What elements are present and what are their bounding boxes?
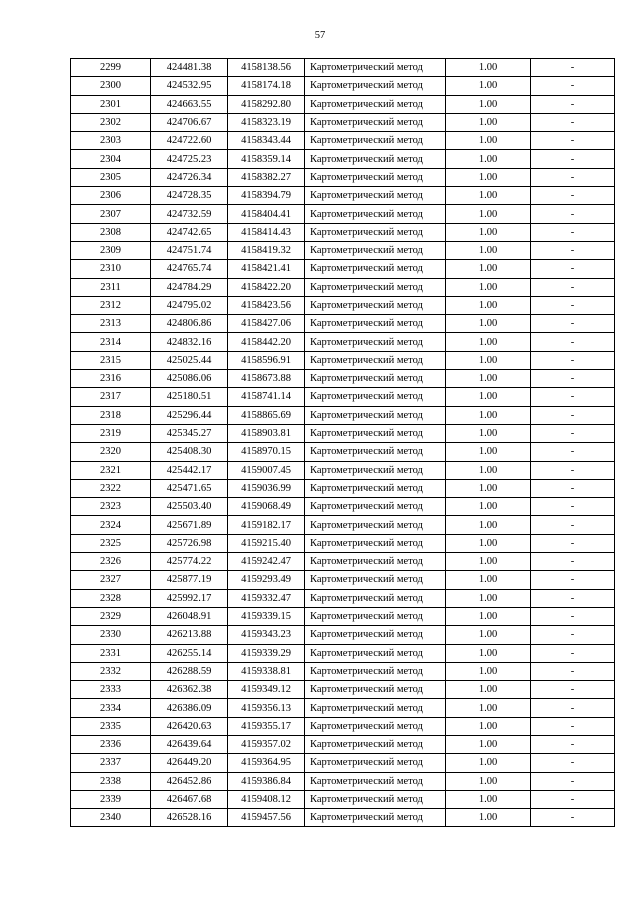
method-cell: Картометрический метод — [305, 717, 446, 735]
accuracy-cell: 1.00 — [446, 187, 531, 205]
x-coordinate-cell: 424751.74 — [151, 241, 228, 259]
x-coordinate-cell: 424726.34 — [151, 168, 228, 186]
description-cell: - — [531, 790, 615, 808]
description-cell: - — [531, 424, 615, 442]
y-coordinate-cell: 4159339.29 — [228, 644, 305, 662]
y-coordinate-cell: 4159242.47 — [228, 553, 305, 571]
x-coordinate-cell: 426255.14 — [151, 644, 228, 662]
y-coordinate-cell: 4159215.40 — [228, 534, 305, 552]
method-cell: Картометрический метод — [305, 644, 446, 662]
method-cell: Картометрический метод — [305, 241, 446, 259]
x-coordinate-cell: 424725.23 — [151, 150, 228, 168]
accuracy-cell: 1.00 — [446, 241, 531, 259]
x-coordinate-cell: 425877.19 — [151, 571, 228, 589]
point-number-cell: 2310 — [71, 260, 151, 278]
method-cell: Картометрический метод — [305, 571, 446, 589]
table-row — [71, 241, 615, 259]
y-coordinate-cell: 4158323.19 — [228, 113, 305, 131]
table-row — [71, 260, 615, 278]
method-cell: Картометрический метод — [305, 296, 446, 314]
accuracy-cell: 1.00 — [446, 132, 531, 150]
accuracy-cell: 1.00 — [446, 461, 531, 479]
x-coordinate-cell: 424481.38 — [151, 59, 228, 77]
table-row — [71, 644, 615, 662]
method-cell: Картометрический метод — [305, 607, 446, 625]
table-row — [71, 370, 615, 388]
x-coordinate-cell: 424728.35 — [151, 187, 228, 205]
y-coordinate-cell: 4158673.88 — [228, 370, 305, 388]
y-coordinate-cell: 4158423.56 — [228, 296, 305, 314]
table-row — [71, 77, 615, 95]
accuracy-cell: 1.00 — [446, 479, 531, 497]
description-cell: - — [531, 516, 615, 534]
table-row — [71, 607, 615, 625]
y-coordinate-cell: 4159356.13 — [228, 699, 305, 717]
description-cell: - — [531, 77, 615, 95]
x-coordinate-cell: 425671.89 — [151, 516, 228, 534]
x-coordinate-cell: 424795.02 — [151, 296, 228, 314]
method-cell: Картометрический метод — [305, 187, 446, 205]
point-number-cell: 2322 — [71, 479, 151, 497]
x-coordinate-cell: 425503.40 — [151, 498, 228, 516]
description-cell: - — [531, 370, 615, 388]
point-number-cell: 2301 — [71, 95, 151, 113]
y-coordinate-cell: 4158865.69 — [228, 406, 305, 424]
description-cell: - — [531, 351, 615, 369]
description-cell: - — [531, 443, 615, 461]
point-number-cell: 2313 — [71, 315, 151, 333]
x-coordinate-cell: 424832.16 — [151, 333, 228, 351]
accuracy-cell: 1.00 — [446, 717, 531, 735]
page-number: 57 — [314, 30, 326, 41]
y-coordinate-cell: 4158394.79 — [228, 187, 305, 205]
point-number-cell: 2319 — [71, 424, 151, 442]
coordinates-table-body — [71, 59, 615, 827]
method-cell: Картометрический метод — [305, 77, 446, 95]
y-coordinate-cell: 4158138.56 — [228, 59, 305, 77]
table-row — [71, 351, 615, 369]
point-number-cell: 2309 — [71, 241, 151, 259]
method-cell: Картометрический метод — [305, 150, 446, 168]
accuracy-cell: 1.00 — [446, 498, 531, 516]
description-cell: - — [531, 95, 615, 113]
coordinates-table — [70, 58, 615, 827]
point-number-cell: 2329 — [71, 607, 151, 625]
accuracy-cell: 1.00 — [446, 351, 531, 369]
description-cell: - — [531, 809, 615, 827]
accuracy-cell: 1.00 — [446, 571, 531, 589]
table-row — [71, 754, 615, 772]
y-coordinate-cell: 4159293.49 — [228, 571, 305, 589]
table-row — [71, 717, 615, 735]
method-cell: Картометрический метод — [305, 113, 446, 131]
y-coordinate-cell: 4159068.49 — [228, 498, 305, 516]
point-number-cell: 2316 — [71, 370, 151, 388]
table-row — [71, 516, 615, 534]
accuracy-cell: 1.00 — [446, 735, 531, 753]
point-number-cell: 2318 — [71, 406, 151, 424]
method-cell: Картометрический метод — [305, 223, 446, 241]
y-coordinate-cell: 4158442.20 — [228, 333, 305, 351]
description-cell: - — [531, 461, 615, 479]
accuracy-cell: 1.00 — [446, 205, 531, 223]
description-cell: - — [531, 388, 615, 406]
x-coordinate-cell: 424722.60 — [151, 132, 228, 150]
y-coordinate-cell: 4159457.56 — [228, 809, 305, 827]
x-coordinate-cell: 426449.20 — [151, 754, 228, 772]
accuracy-cell: 1.00 — [446, 278, 531, 296]
point-number-cell: 2306 — [71, 187, 151, 205]
y-coordinate-cell: 4159386.84 — [228, 772, 305, 790]
table-row — [71, 809, 615, 827]
table-row — [71, 296, 615, 314]
method-cell: Картометрический метод — [305, 516, 446, 534]
point-number-cell: 2304 — [71, 150, 151, 168]
description-cell: - — [531, 498, 615, 516]
description-cell: - — [531, 662, 615, 680]
point-number-cell: 2333 — [71, 681, 151, 699]
x-coordinate-cell: 426439.64 — [151, 735, 228, 753]
table-row — [71, 772, 615, 790]
description-cell: - — [531, 534, 615, 552]
x-coordinate-cell: 426528.16 — [151, 809, 228, 827]
point-number-cell: 2300 — [71, 77, 151, 95]
accuracy-cell: 1.00 — [446, 644, 531, 662]
table-row — [71, 113, 615, 131]
y-coordinate-cell: 4158970.15 — [228, 443, 305, 461]
table-row — [71, 443, 615, 461]
point-number-cell: 2327 — [71, 571, 151, 589]
table-row — [71, 278, 615, 296]
method-cell: Картометрический метод — [305, 662, 446, 680]
table-row — [71, 461, 615, 479]
accuracy-cell: 1.00 — [446, 296, 531, 314]
method-cell: Картометрический метод — [305, 424, 446, 442]
description-cell: - — [531, 406, 615, 424]
point-number-cell: 2299 — [71, 59, 151, 77]
y-coordinate-cell: 4158404.41 — [228, 205, 305, 223]
method-cell: Картометрический метод — [305, 95, 446, 113]
x-coordinate-cell: 425296.44 — [151, 406, 228, 424]
accuracy-cell: 1.00 — [446, 223, 531, 241]
x-coordinate-cell: 426467.68 — [151, 790, 228, 808]
description-cell: - — [531, 296, 615, 314]
method-cell: Картометрический метод — [305, 168, 446, 186]
x-coordinate-cell: 425992.17 — [151, 589, 228, 607]
table-row — [71, 333, 615, 351]
point-number-cell: 2321 — [71, 461, 151, 479]
description-cell: - — [531, 150, 615, 168]
method-cell: Картометрический метод — [305, 443, 446, 461]
point-number-cell: 2328 — [71, 589, 151, 607]
x-coordinate-cell: 425086.06 — [151, 370, 228, 388]
description-cell: - — [531, 132, 615, 150]
table-row — [71, 388, 615, 406]
description-cell: - — [531, 205, 615, 223]
y-coordinate-cell: 4158596.91 — [228, 351, 305, 369]
y-coordinate-cell: 4159343.23 — [228, 626, 305, 644]
point-number-cell: 2307 — [71, 205, 151, 223]
x-coordinate-cell: 425442.17 — [151, 461, 228, 479]
method-cell: Картометрический метод — [305, 534, 446, 552]
point-number-cell: 2311 — [71, 278, 151, 296]
point-number-cell: 2320 — [71, 443, 151, 461]
table-row — [71, 205, 615, 223]
method-cell: Картометрический метод — [305, 626, 446, 644]
accuracy-cell: 1.00 — [446, 59, 531, 77]
method-cell: Картометрический метод — [305, 699, 446, 717]
description-cell: - — [531, 241, 615, 259]
x-coordinate-cell: 426288.59 — [151, 662, 228, 680]
accuracy-cell: 1.00 — [446, 168, 531, 186]
description-cell: - — [531, 699, 615, 717]
y-coordinate-cell: 4158427.06 — [228, 315, 305, 333]
point-number-cell: 2305 — [71, 168, 151, 186]
point-number-cell: 2325 — [71, 534, 151, 552]
table-row — [71, 735, 615, 753]
table-row — [71, 699, 615, 717]
point-number-cell: 2338 — [71, 772, 151, 790]
accuracy-cell: 1.00 — [446, 772, 531, 790]
method-cell: Картометрический метод — [305, 553, 446, 571]
description-cell: - — [531, 589, 615, 607]
point-number-cell: 2334 — [71, 699, 151, 717]
method-cell: Картометрический метод — [305, 735, 446, 753]
x-coordinate-cell: 425025.44 — [151, 351, 228, 369]
point-number-cell: 2315 — [71, 351, 151, 369]
y-coordinate-cell: 4158419.32 — [228, 241, 305, 259]
x-coordinate-cell: 424765.74 — [151, 260, 228, 278]
method-cell: Картометрический метод — [305, 351, 446, 369]
accuracy-cell: 1.00 — [446, 662, 531, 680]
y-coordinate-cell: 4158382.27 — [228, 168, 305, 186]
accuracy-cell: 1.00 — [446, 370, 531, 388]
y-coordinate-cell: 4159408.12 — [228, 790, 305, 808]
method-cell: Картометрический метод — [305, 754, 446, 772]
description-cell: - — [531, 333, 615, 351]
accuracy-cell: 1.00 — [446, 534, 531, 552]
y-coordinate-cell: 4159355.17 — [228, 717, 305, 735]
accuracy-cell: 1.00 — [446, 553, 531, 571]
description-cell: - — [531, 168, 615, 186]
x-coordinate-cell: 425774.22 — [151, 553, 228, 571]
point-number-cell: 2331 — [71, 644, 151, 662]
table-row — [71, 589, 615, 607]
method-cell: Картометрический метод — [305, 772, 446, 790]
accuracy-cell: 1.00 — [446, 315, 531, 333]
method-cell: Картометрический метод — [305, 278, 446, 296]
description-cell: - — [531, 571, 615, 589]
description-cell: - — [531, 772, 615, 790]
accuracy-cell: 1.00 — [446, 754, 531, 772]
y-coordinate-cell: 4159036.99 — [228, 479, 305, 497]
y-coordinate-cell: 4159357.02 — [228, 735, 305, 753]
x-coordinate-cell: 425345.27 — [151, 424, 228, 442]
y-coordinate-cell: 4159349.12 — [228, 681, 305, 699]
point-number-cell: 2312 — [71, 296, 151, 314]
method-cell: Картометрический метод — [305, 59, 446, 77]
y-coordinate-cell: 4158422.20 — [228, 278, 305, 296]
point-number-cell: 2337 — [71, 754, 151, 772]
y-coordinate-cell: 4159339.15 — [228, 607, 305, 625]
point-number-cell: 2326 — [71, 553, 151, 571]
y-coordinate-cell: 4158741.14 — [228, 388, 305, 406]
x-coordinate-cell: 426362.38 — [151, 681, 228, 699]
table-row — [71, 187, 615, 205]
y-coordinate-cell: 4158421.41 — [228, 260, 305, 278]
method-cell: Картометрический метод — [305, 388, 446, 406]
x-coordinate-cell: 426386.09 — [151, 699, 228, 717]
description-cell: - — [531, 59, 615, 77]
table-row — [71, 59, 615, 77]
table-row — [71, 223, 615, 241]
table-row — [71, 498, 615, 516]
y-coordinate-cell: 4159364.95 — [228, 754, 305, 772]
method-cell: Картометрический метод — [305, 809, 446, 827]
method-cell: Картометрический метод — [305, 370, 446, 388]
point-number-cell: 2339 — [71, 790, 151, 808]
accuracy-cell: 1.00 — [446, 113, 531, 131]
method-cell: Картометрический метод — [305, 260, 446, 278]
point-number-cell: 2335 — [71, 717, 151, 735]
y-coordinate-cell: 4158359.14 — [228, 150, 305, 168]
method-cell: Картометрический метод — [305, 589, 446, 607]
x-coordinate-cell: 424706.67 — [151, 113, 228, 131]
y-coordinate-cell: 4158903.81 — [228, 424, 305, 442]
accuracy-cell: 1.00 — [446, 260, 531, 278]
description-cell: - — [531, 113, 615, 131]
x-coordinate-cell: 425408.30 — [151, 443, 228, 461]
method-cell: Картометрический метод — [305, 681, 446, 699]
method-cell: Картометрический метод — [305, 333, 446, 351]
point-number-cell: 2302 — [71, 113, 151, 131]
description-cell: - — [531, 681, 615, 699]
description-cell: - — [531, 754, 615, 772]
accuracy-cell: 1.00 — [446, 809, 531, 827]
x-coordinate-cell: 426213.88 — [151, 626, 228, 644]
table-row — [71, 424, 615, 442]
accuracy-cell: 1.00 — [446, 77, 531, 95]
point-number-cell: 2324 — [71, 516, 151, 534]
table-row — [71, 406, 615, 424]
x-coordinate-cell: 424532.95 — [151, 77, 228, 95]
x-coordinate-cell: 426048.91 — [151, 607, 228, 625]
table-row — [71, 681, 615, 699]
table-row — [71, 662, 615, 680]
description-cell: - — [531, 187, 615, 205]
y-coordinate-cell: 4159007.45 — [228, 461, 305, 479]
description-cell: - — [531, 315, 615, 333]
y-coordinate-cell: 4158174.18 — [228, 77, 305, 95]
y-coordinate-cell: 4159332.47 — [228, 589, 305, 607]
table-row — [71, 571, 615, 589]
table-row — [71, 315, 615, 333]
accuracy-cell: 1.00 — [446, 95, 531, 113]
x-coordinate-cell: 424732.59 — [151, 205, 228, 223]
method-cell: Картометрический метод — [305, 132, 446, 150]
accuracy-cell: 1.00 — [446, 589, 531, 607]
y-coordinate-cell: 4159182.17 — [228, 516, 305, 534]
table-row — [71, 95, 615, 113]
table-row — [71, 479, 615, 497]
method-cell: Картометрический метод — [305, 790, 446, 808]
accuracy-cell: 1.00 — [446, 443, 531, 461]
table-row — [71, 553, 615, 571]
description-cell: - — [531, 607, 615, 625]
method-cell: Картометрический метод — [305, 461, 446, 479]
point-number-cell: 2323 — [71, 498, 151, 516]
x-coordinate-cell: 425471.65 — [151, 479, 228, 497]
description-cell: - — [531, 223, 615, 241]
accuracy-cell: 1.00 — [446, 607, 531, 625]
method-cell: Картометрический метод — [305, 498, 446, 516]
method-cell: Картометрический метод — [305, 205, 446, 223]
table-row — [71, 790, 615, 808]
accuracy-cell: 1.00 — [446, 150, 531, 168]
method-cell: Картометрический метод — [305, 479, 446, 497]
x-coordinate-cell: 425180.51 — [151, 388, 228, 406]
accuracy-cell: 1.00 — [446, 424, 531, 442]
x-coordinate-cell: 426452.86 — [151, 772, 228, 790]
x-coordinate-cell: 424806.86 — [151, 315, 228, 333]
y-coordinate-cell: 4158343.44 — [228, 132, 305, 150]
x-coordinate-cell: 424742.65 — [151, 223, 228, 241]
description-cell: - — [531, 278, 615, 296]
accuracy-cell: 1.00 — [446, 333, 531, 351]
accuracy-cell: 1.00 — [446, 699, 531, 717]
table-row — [71, 168, 615, 186]
description-cell: - — [531, 735, 615, 753]
accuracy-cell: 1.00 — [446, 681, 531, 699]
description-cell: - — [531, 626, 615, 644]
description-cell: - — [531, 644, 615, 662]
point-number-cell: 2340 — [71, 809, 151, 827]
table-row — [71, 132, 615, 150]
point-number-cell: 2314 — [71, 333, 151, 351]
y-coordinate-cell: 4159338.81 — [228, 662, 305, 680]
point-number-cell: 2317 — [71, 388, 151, 406]
accuracy-cell: 1.00 — [446, 626, 531, 644]
x-coordinate-cell: 424663.55 — [151, 95, 228, 113]
point-number-cell: 2330 — [71, 626, 151, 644]
y-coordinate-cell: 4158292.80 — [228, 95, 305, 113]
description-cell: - — [531, 260, 615, 278]
table-row — [71, 534, 615, 552]
method-cell: Картометрический метод — [305, 315, 446, 333]
point-number-cell: 2308 — [71, 223, 151, 241]
x-coordinate-cell: 426420.63 — [151, 717, 228, 735]
description-cell: - — [531, 479, 615, 497]
accuracy-cell: 1.00 — [446, 388, 531, 406]
accuracy-cell: 1.00 — [446, 406, 531, 424]
x-coordinate-cell: 425726.98 — [151, 534, 228, 552]
accuracy-cell: 1.00 — [446, 790, 531, 808]
table-row — [71, 626, 615, 644]
table-row — [71, 150, 615, 168]
accuracy-cell: 1.00 — [446, 516, 531, 534]
point-number-cell: 2336 — [71, 735, 151, 753]
method-cell: Картометрический метод — [305, 406, 446, 424]
description-cell: - — [531, 553, 615, 571]
point-number-cell: 2332 — [71, 662, 151, 680]
point-number-cell: 2303 — [71, 132, 151, 150]
y-coordinate-cell: 4158414.43 — [228, 223, 305, 241]
x-coordinate-cell: 424784.29 — [151, 278, 228, 296]
description-cell: - — [531, 717, 615, 735]
